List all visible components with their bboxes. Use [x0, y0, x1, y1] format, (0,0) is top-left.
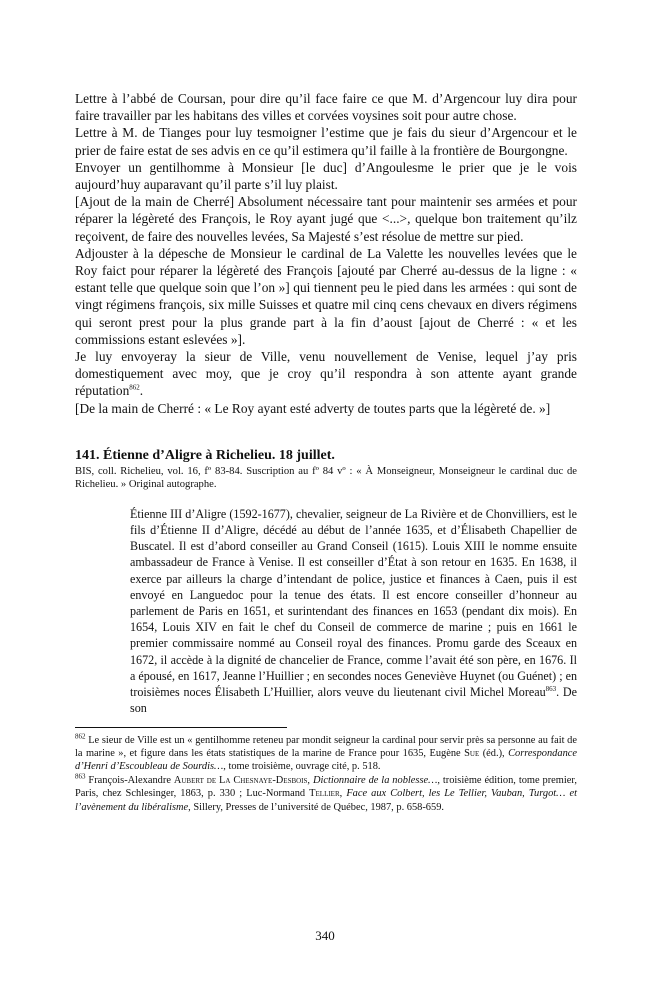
footnote-ref-863[interactable]: 863	[545, 685, 557, 694]
footnote-text: ,	[307, 774, 313, 786]
footnote-number: 862	[75, 732, 86, 741]
work-title: Face aux Colbert, les Le Tellier, Vauban, Turgot… et l’avènement du libéralisme	[75, 788, 577, 813]
paragraph-angoulesme: Envoyer un gentilhomme à Monsieur [le duc] d’Angoulesme le prier que je le vois aujourd’huy auparavant qu’il parte s’il luy plaist.	[75, 159, 577, 193]
section-title: 141. Étienne d’Aligre à Richelieu. 18 juillet.	[75, 447, 335, 463]
footnote-text: ,	[339, 788, 347, 800]
footnote-862	[75, 734, 577, 774]
footnote-text: , Sillery, Presses de l’université de Québec, 1987, p. 658-659.	[188, 801, 444, 813]
ville-end: .	[139, 383, 144, 399]
work-title: Correspondance d’Henri d’Escoubleau de Sourdis…	[75, 747, 577, 773]
footnote-text: , tome troisième, ouvrage cité, p. 518.	[223, 761, 381, 773]
footnote-ref-862[interactable]: 862	[129, 383, 140, 392]
main-text	[75, 90, 577, 417]
work-title: Dictionnaire de la noblesse…	[312, 774, 438, 786]
page-content	[75, 90, 577, 814]
footnote-863	[75, 774, 577, 814]
bio-text: Étienne III d’Aligre (1592-1677), chevalier, seigneur de La Rivière et de Chonvilliers, est le fils d’Étienne II d’Aligre, décédé au début de l’année 1635, et d’Élisabeth Chapellier de Buscatel. Il est d’abord conseiller au Grand Conseil (1615). Louis XIII le nomme ensuite ambassadeur de France à Venise. Il est conseiller d’État à son retour en 1635. En 1638, il exerce par ailleurs la charge d’intendant de police, justice et finances à Caen, puis il est envoyé en Languedoc pour la tenue des états. Il est encore conseiller d’honneur au parlement de Paris en 1651, et surintendant des finances en 1653 (pendant dix mois). En 1654, Louis XIV en fait le chef du Conseil de commerce de marine ; puis en 1661 le premier commissaire nommé au Conseil royal des finances. Promu garde des Sceaux en 1672, il accède à la dignité de chancelier de France, comme l’avait été son père, en 1676. Il a épousé, en 1617, Jeanne l’Huillier ; en secondes noces Geneviève Huynet (ou Guénet) ; en troisièmes noces Élisabeth L’Huillier, alors veuve du lieutenant civil Michel Moreau	[130, 506, 577, 700]
footnote-text: , troisième édition, tome premier, Paris, chez Schlesinger, 1863, p. 330 ; Luc-Normand	[75, 774, 578, 800]
author-name: Sue	[464, 747, 480, 759]
bio-paragraph	[130, 506, 577, 717]
paragraph-coursan: Lettre à l’abbé de Coursan, pour dire qu’il face faire ce que M. d’Argencour luy dira pour faire travailler par les habitans des villes et corvées voysines soit pour autre chose.	[75, 91, 577, 124]
biographical-note	[130, 506, 577, 717]
paragraph-closing: [De la main de Cherré : « Le Roy ayant esté adverty de toutes parts que la légèreté de. »]	[75, 400, 551, 416]
footnote-text: (éd.),	[479, 747, 509, 759]
paragraph-la-valette: Adjouster à la dépesche de Monsieur le cardinal de La Valette les nouvelles levées que le Roy faict pour réparer la légèreté des François [ajouté par Cherré au-dessus de la ligne : « estant telle que quelque soin que l’on »] qui tiennent peu le pied dans les armées : qui sont de vingt régimens françois, six mille Suisses et quatre mil cinq cens chevaux en divers régimens qui seront prest pour la plus grande part à la fin d’aoust [ajout de Cherré : « et les commissions estant eslevées »].	[75, 245, 577, 347]
footnote-separator	[75, 727, 287, 728]
footnote-text: François-Alexandre	[85, 774, 174, 786]
source-note: BIS, coll. Richelieu, vol. 16, fº 83-84. Suscription au fº 84 vº : « À Monseigneur, Monseigneur le cardinal duc de Richelieu. » Original autographe.	[75, 465, 577, 491]
footnote-number: 863	[75, 772, 86, 781]
author-name: Aubert de La Chesnaye-Desbois	[173, 774, 308, 786]
author-name: Tellier	[309, 788, 340, 800]
page-number: 340	[315, 928, 335, 943]
paragraph-ville	[75, 348, 577, 400]
bio-tail: . De son	[130, 685, 577, 716]
paragraph-tianges: Lettre à M. de Tianges pour luy tesmoigner l’estime que je fais du sieur d’Argencour et le prier de faire estat de ses advis en ce qu’il estimera qu’il faille à la frontière de Bourgongne.	[75, 125, 577, 158]
ville-text: Je luy envoyeray la sieur de Ville, venu nouvellement de Venise, lequel j’ay pris domestiquement avec moy, que je croy qu’il respondra à son attente ayant grande réputation	[75, 349, 577, 399]
footnote-text: Le sieur de Ville est un « gentilhomme reteneu par mondit seigneur la cardinal pour servir près sa personne au fait de la marine », et figure dans les états statistiques de la marine de France pour 1635, Eugène	[75, 734, 577, 759]
paragraph-cherre-ajout: [Ajout de la main de Cherré] Absolument nécessaire tant pour maintenir ses armées et pour réparer la légèreté des François, le Roy ayant jugé que <...>, quelque bon traitement qu’ilz reçoivent, de faire des nouvelles levées, Sa Majesté s’est résolue de mettre sur pied.	[75, 194, 577, 244]
